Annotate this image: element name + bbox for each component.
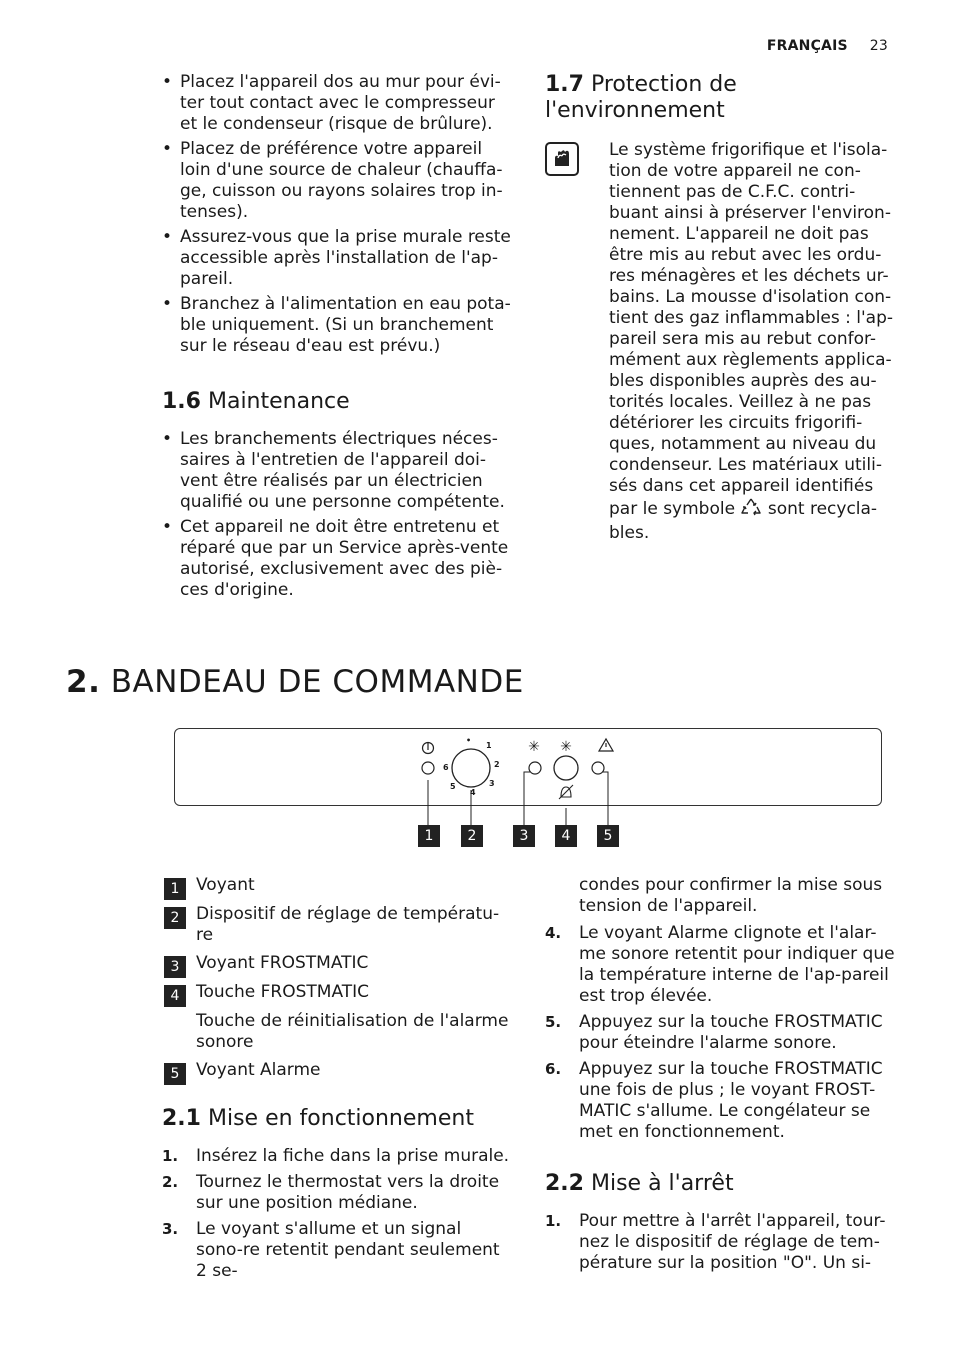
dial-number: 1	[486, 741, 492, 750]
step-text: Insérez la fiche dans la prise murale.	[196, 1146, 510, 1166]
page-number: 23	[869, 38, 888, 54]
legend-item	[164, 1060, 514, 1082]
alarm-off-icon	[559, 785, 573, 799]
dial-number: 2	[494, 760, 500, 769]
step-continuation: condes pour confirmer la mise sous tension de l'appareil.	[579, 875, 883, 916]
step-number: 2.	[162, 1173, 179, 1191]
legend-number: 1	[164, 878, 186, 900]
startup-steps	[162, 1146, 512, 1287]
dial-number: 3	[489, 779, 495, 788]
legend-number: 4	[164, 985, 186, 1007]
list-item	[545, 1211, 895, 1274]
section-title: Protection de l'environnement	[545, 72, 737, 123]
step-text: Pour mettre à l'arrêt l'appareil, tour-nez le dispositif de réglage de tem-pérature sur la position "O". Un si-	[579, 1211, 886, 1273]
frostmatic-button	[554, 756, 578, 780]
legend-label: Voyant	[196, 875, 255, 895]
environment-text: Le système frigorifique et l'isola-tion de votre appareil ne con-tiennent pas de C.F.C. contri-buant ainsi à préserver l'environ-nement. L'appareil ne doit pas être mis au rebut avec les ordu-res ménagères et les déchets ur-bains. La mousse d'isolation con-tient des gaz inflammables : l'ap-pareil sera mis au rebut confor-mément aux règlements applica-bles disponibles auprès des au-torités locales. Veillez à ne pas détériorer les circuits frigorifi-ques, notamment au niveau du condenseur. Les matériaux utili-sés dans cet appareil identifiés par le symbole	[609, 140, 894, 519]
legend-item	[164, 875, 514, 897]
snowflake-icon: ✳	[560, 739, 572, 755]
indicator-light-1	[422, 762, 434, 774]
step-text: Appuyez sur la touche FROSTMATIC une fois de plus ; le voyant FROST-MATIC s'allume. Le congélateur se met en fonctionnement.	[579, 1059, 883, 1142]
section-heading-startup	[162, 1106, 474, 1132]
temperature-dial	[452, 749, 490, 787]
list-item	[162, 1172, 512, 1214]
step-text: Le voyant Alarme clignote et l'alar-me sonore retentit pour indiquer que la température interne de l'ap-pareil est trop élevée.	[579, 923, 895, 1006]
legend-number: 5	[164, 1063, 186, 1085]
section-title: Maintenance	[207, 389, 350, 414]
list-item	[545, 923, 900, 1007]
step-number: 3.	[162, 1220, 179, 1238]
legend-item	[164, 982, 514, 1004]
legend-item	[164, 953, 514, 975]
callout-leader-lines	[428, 772, 608, 826]
section-number: 2.2	[545, 1171, 584, 1196]
indicator-light-3	[529, 762, 541, 774]
legend-label: Voyant Alarme	[196, 1060, 321, 1080]
list-item	[162, 1219, 512, 1282]
list-item	[162, 1146, 512, 1167]
section-number: 2.1	[162, 1106, 201, 1131]
step-text: Appuyez sur la touche FROSTMATIC pour éteindre l'alarme sonore.	[579, 1012, 883, 1053]
callout-5: 5	[597, 825, 619, 847]
list-item: • Branchez à l'alimentation en eau pota-ble uniquement. (Si un branchement sur le réseau d'eau est prévu.)	[162, 294, 512, 357]
callout-1: 1	[418, 825, 440, 847]
list-item: • Placez l'appareil dos au mur pour évi-ter tout contact avec le compresseur et le condenseur (risque de brûlure).	[162, 72, 512, 135]
list-item	[545, 1059, 900, 1143]
legend-label: Touche de réinitialisation de l'alarme sonore	[196, 1011, 509, 1052]
callout-3: 3	[513, 825, 535, 847]
dial-number: 6	[443, 763, 449, 772]
step-number: 1.	[545, 1212, 562, 1230]
startup-steps-continued	[545, 923, 900, 1148]
legend-item	[164, 1011, 514, 1053]
list-item: • Les branchements électriques néces-saires à l'entretien de l'appareil doi-vent être réalisés par un électricien qualifié ou une personne compétente.	[162, 429, 512, 513]
step-text: Le voyant s'allume et un signal sono-re retentit pendant seulement 2 se-	[196, 1219, 500, 1281]
list-item	[545, 1012, 900, 1054]
list-item: • Cet appareil ne doit être entretenu et réparé que par un Service après-vente autorisé, exclusivement avec des piè-ces d'origine.	[162, 517, 512, 601]
panel-legend	[164, 875, 514, 1089]
legend-label: Touche FROSTMATIC	[196, 982, 370, 1002]
dial-number: •	[466, 736, 472, 745]
shutdown-steps	[545, 1211, 895, 1279]
legend-label: Voyant FROSTMATIC	[196, 953, 369, 973]
section-number: 1.6	[162, 389, 201, 414]
snowflake-icon: ✳	[528, 739, 540, 755]
environment-text-end: sont recycla-bles.	[609, 499, 878, 543]
step-number: 5.	[545, 1013, 562, 1031]
dial-number: 4	[470, 788, 476, 797]
chapter-title: BANDEAU DE COMMANDE	[110, 664, 524, 700]
step-number: 1.	[162, 1147, 179, 1165]
chapter-number: 2.	[66, 664, 101, 700]
header-section: FRANÇAIS	[766, 38, 848, 54]
list-item: • Assurez-vous que la prise murale reste accessible après l'installation de l'ap-pareil.	[162, 227, 512, 290]
dial-number: 5	[450, 782, 456, 791]
legend-label: Dispositif de réglage de températu-re	[196, 904, 500, 945]
list-item: • Placez de préférence votre appareil loin d'une source de chaleur (chauffa-ge, cuisson ou rayons solaires trop in-tenses).	[162, 139, 512, 223]
section-title: Mise en fonctionnement	[207, 1106, 474, 1131]
power-icon	[423, 742, 434, 754]
section-number: 1.7	[545, 72, 584, 97]
step-number: 4.	[545, 924, 562, 942]
legend-number: 2	[164, 907, 186, 929]
callout-4: 4	[555, 825, 577, 847]
step-number: 6.	[545, 1060, 562, 1078]
legend-number: 3	[164, 956, 186, 978]
legend-item	[164, 904, 514, 946]
section-title: Mise à l'arrêt	[590, 1171, 734, 1196]
step-text: Tournez le thermostat vers la droite sur une position médiane.	[196, 1172, 500, 1213]
section-heading-shutdown	[545, 1171, 734, 1197]
warning-triangle-icon	[599, 739, 613, 751]
callout-2: 2	[461, 825, 483, 847]
